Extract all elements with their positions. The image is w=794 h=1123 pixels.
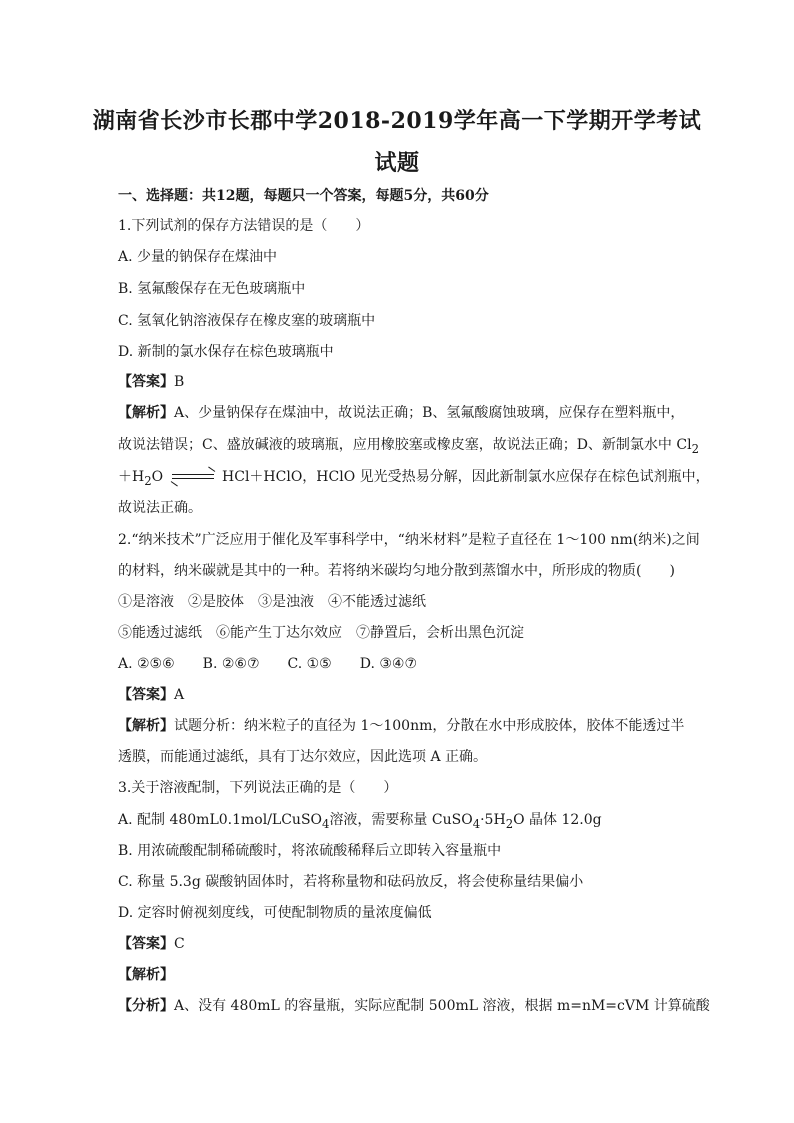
section-header: 一、选择题：共12题，每题只一个答案，每题5分，共60分	[118, 188, 489, 204]
option-text: ·5H	[480, 812, 506, 828]
q2-stem-line2: 的材料，纳米碳就是其中的一种。若将纳米碳均匀地分散到蒸馏水中，所形成的物质( )	[118, 563, 675, 579]
page-title: 湖南省长沙市长郡中学2018-2019学年高一下学期开学考试	[92, 108, 702, 134]
subscript: 2	[505, 816, 514, 831]
q3-stem: 3.关于溶液配制，下列说法正确的是（ ）	[118, 780, 398, 796]
q1-analysis-line1	[118, 403, 685, 423]
analysis-text: 故说法错误；C、盛放碱液的玻璃瓶，应用橡胶塞或橡皮塞，故说法正确；D、新制氯水中 Cl	[118, 437, 692, 453]
analysis-text: HCl＋HClO，HClO 见光受热易分解，因此新制氯水应保存在棕色试剂瓶中，	[217, 469, 710, 485]
q1-answer	[118, 372, 680, 392]
q3-option-b: B. 用浓硫酸配制稀硫酸时，将浓硫酸稀释后立即转入容量瓶中	[118, 843, 502, 859]
analysis-text: ＋H	[118, 469, 145, 485]
q1-option-d: D. 新制的氯水保存在棕色玻璃瓶中	[118, 344, 334, 360]
q1-option-c: C. 氢氧化钠溶液保存在橡皮塞的玻璃瓶中	[118, 313, 376, 329]
q2-analysis-line1	[118, 716, 685, 736]
subscript: 4	[322, 816, 330, 831]
q3-analysis-label: 【解析】	[118, 967, 174, 983]
q3-answer	[118, 934, 680, 954]
subscript: 2	[691, 441, 699, 456]
q1-analysis-line4: 故说法正确。	[118, 500, 202, 516]
answer-value: C	[174, 936, 185, 952]
answer-label: 【答案】	[118, 936, 174, 952]
q1-analysis-line2	[118, 435, 699, 459]
analysis-label: 【解析】	[118, 718, 174, 734]
analysis-text: A、少量钠保存在煤油中，故说法正确；B、氢氟酸腐蚀玻璃，应保存在塑料瓶中，	[174, 405, 685, 421]
q2-stem-line1: 2.“纳米技术”广泛应用于催化及军事科学中，“纳米材料”是粒子直径在 1～100 nm(纳米)之间	[118, 532, 700, 548]
q2-answer	[118, 685, 680, 705]
option-text: A. 配制 480mL0.1mol/LCuSO	[118, 812, 323, 828]
q3-option-d: D. 定容时俯视刻度线，可使配制物质的量浓度偏低	[118, 905, 432, 921]
q3-option-a	[118, 810, 680, 834]
page-title-continued: 试题	[374, 150, 420, 176]
option-text: 溶液，需要称量 CuSO	[329, 812, 473, 828]
answer-value: B	[174, 374, 185, 390]
answer-label: 【答案】	[118, 687, 174, 703]
q2-options: A. ②⑤⑥ B. ②⑥⑦ C. ①⑤ D. ③④⑦	[118, 656, 417, 672]
equilibrium-arrow-icon	[172, 472, 214, 482]
q1-option-a: A. 少量的钠保存在煤油中	[118, 249, 278, 265]
analysis-text: 试题分析：纳米粒子的直径为 1～100nm，分散在水中形成胶体，胶体不能透过半	[174, 718, 685, 734]
q2-items-line2: ⑤能透过滤纸 ⑥能产生丁达尔效应 ⑦静置后，会析出黑色沉淀	[118, 625, 524, 641]
fenxi-text: A、没有 480mL 的容量瓶，实际应配制 500mL 溶液，根据 m=nM=cVM 计算硫酸	[174, 998, 710, 1014]
analysis-text: O	[151, 469, 164, 485]
q1-option-b: B. 氢氟酸保存在无色玻璃瓶中	[118, 281, 306, 297]
answer-value: A	[174, 687, 185, 703]
q2-items-line1: ①是溶液 ②是胶体 ③是浊液 ④不能透过滤纸	[118, 594, 426, 610]
q1-stem: 1.下列试剂的保存方法错误的是（ ）	[118, 218, 370, 234]
q2-analysis-line2: 透膜，而能通过滤纸，具有丁达尔效应，因此选项 A 正确。	[118, 749, 488, 765]
fenxi-label: 【分析】	[118, 998, 174, 1014]
q3-option-c: C. 称量 5.3g 碳酸钠固体时，若将称量物和砝码放反，将会使称量结果偏小	[118, 874, 584, 890]
q1-analysis-line3	[118, 467, 710, 491]
analysis-label: 【解析】	[118, 405, 174, 421]
answer-label: 【答案】	[118, 374, 174, 390]
option-text: O 晶体 12.0g	[513, 812, 602, 828]
q3-fenxi-line1	[118, 996, 710, 1016]
subscript: 4	[472, 816, 481, 831]
subscript: 2	[144, 473, 152, 488]
